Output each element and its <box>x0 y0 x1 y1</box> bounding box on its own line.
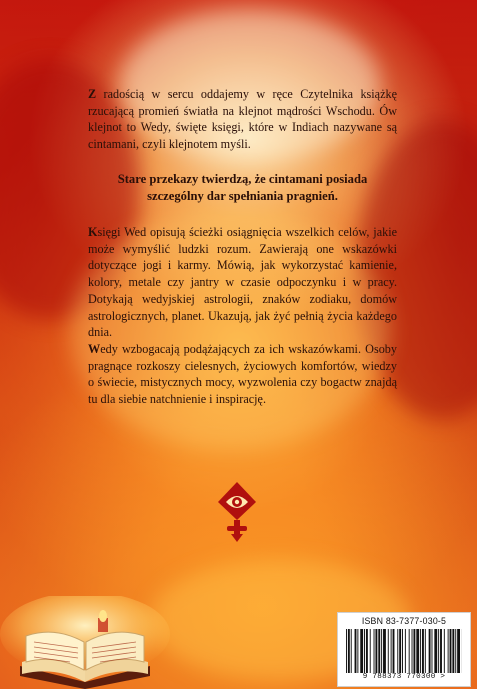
barcode-number: 9 788373 770300 <box>362 673 436 681</box>
barcode-stripe <box>383 629 386 673</box>
barcode-stripe <box>370 629 371 673</box>
barcode-stripe <box>391 629 392 673</box>
barcode-suffix: > <box>440 673 446 681</box>
open-book-illustration <box>0 596 170 689</box>
highlight-text: Stare przekazy twierdzą, że cintamani posiada szczególny dar spełniania pragnień. <box>117 172 368 203</box>
barcode-stripe <box>378 629 380 673</box>
body-text-1: sięgi Wed opisują ścieżki osiągnięcia wszelkich celów, jakie może wymyślić ludzki rozum. Zawierają one wskazówki dotyczące jogi i karmy. Mówią, jak wykorzystać kamienie, kolory, metale czy jantry w czasie odpoczynku i w pracy. Dotykają wedyjskiej astrologii, znaków zodiaku, domów astrologicznych, planet. Ukazują, jak żyć pełnią życia każdego dnia. <box>88 225 397 340</box>
barcode-stripe <box>438 629 439 673</box>
barcode-stripe <box>374 629 375 673</box>
drop-initial: W <box>88 341 101 356</box>
barcode-stripe <box>425 629 426 673</box>
barcode-stripe <box>360 629 363 673</box>
highlight-paragraph <box>88 171 397 205</box>
barcode-stripe <box>416 629 419 673</box>
barcode-stripe <box>381 629 382 673</box>
barcode-stripe <box>444 629 445 673</box>
barcode-stripe <box>422 629 424 673</box>
body-text-2: edy wzbogacają podążających za ich wskazówkami. Osoby pragnące rozkoszy cielesnych, życiowych komfortów, wiedzy o świecie, mistycznych mocy, wyzwolenia czy bogactw znajdą tu dla siebie natchnienie i inspirację. <box>88 341 397 407</box>
isbn-number: ISBN 83-7377-030-5 <box>361 616 447 626</box>
drop-initial: K <box>88 225 98 239</box>
barcode-stripe <box>397 629 398 673</box>
barcode-stripe <box>434 629 437 673</box>
barcode-stripe <box>457 629 460 673</box>
barcode-stripe <box>432 629 433 673</box>
barcode-stripe <box>420 629 421 673</box>
drop-initial: Z <box>88 87 97 101</box>
barcode-stripe <box>429 629 431 673</box>
barcode-stripe <box>348 629 350 673</box>
barcode-stripe <box>364 629 365 673</box>
intro-text: radością w sercu oddajemy w ręce Czytelnika książkę rzucającą promień światła na klejnot mądrości Wschodu. Ów klejnot to Wedy, święte księgi, które w Indiach nazywane są cintamani, czyli klejnotem myśli. <box>88 87 397 152</box>
barcode-stripe <box>450 629 452 673</box>
barcode-stripe <box>440 629 442 673</box>
barcode-stripe <box>355 629 357 673</box>
barcode-stripe <box>452 629 454 673</box>
barcode-digits <box>340 673 468 681</box>
barcode-stripe <box>455 629 456 673</box>
barcode-stripe <box>448 629 449 673</box>
barcode-stripe <box>393 629 395 673</box>
barcode-stripe <box>405 629 406 673</box>
cintamani-jewel-icon <box>212 480 262 544</box>
barcode-stripe <box>402 629 403 673</box>
barcode-bars <box>346 629 462 673</box>
barcode-stripe <box>346 629 347 673</box>
barcode-stripe <box>412 629 413 673</box>
barcode-stripe <box>351 629 352 673</box>
barcode-stripe <box>388 629 389 673</box>
isbn-barcode <box>337 612 471 687</box>
barcode-stripe <box>413 629 415 673</box>
barcode-stripe <box>375 629 377 673</box>
body-paragraphs <box>88 224 397 408</box>
intro-paragraph <box>88 86 397 153</box>
barcode-stripe <box>366 629 368 673</box>
barcode-stripe <box>399 629 401 673</box>
barcode-stripe <box>409 629 410 673</box>
barcode-stripe <box>357 629 358 673</box>
